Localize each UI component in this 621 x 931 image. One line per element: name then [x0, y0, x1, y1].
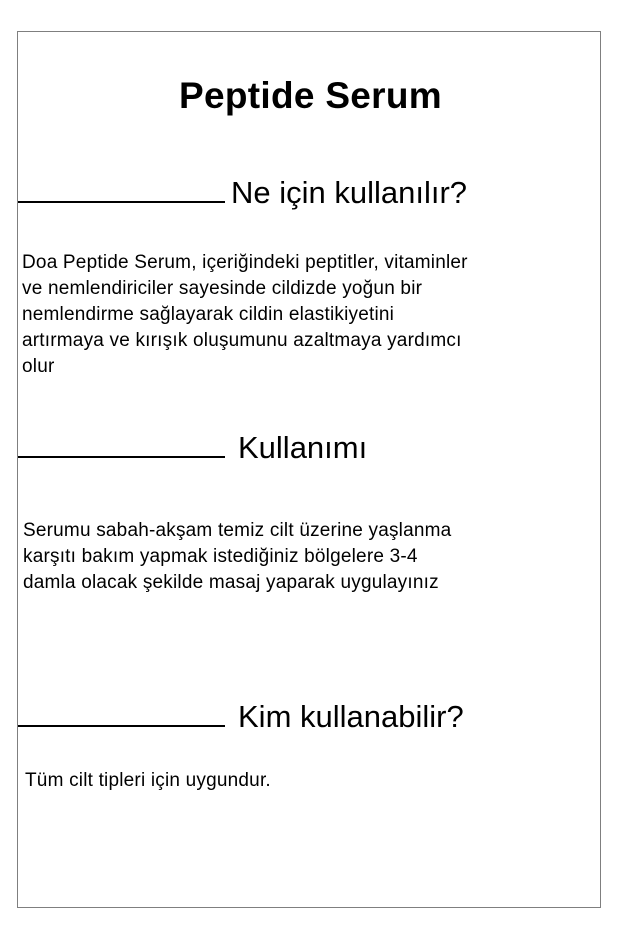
- body-line: nemlendirme sağlayarak cildin elastikiyetini: [22, 304, 395, 325]
- heading-rule-1: [18, 201, 225, 203]
- body-line: damla olacak şekilde masaj yaparak uygulayınız: [23, 572, 439, 593]
- page-title: Peptide Serum: [179, 75, 442, 116]
- body-line: Serumu sabah-akşam temiz cilt üzerine yaşlanma: [23, 520, 452, 541]
- body-line: Doa Peptide Serum, içeriğindeki peptitler, vitaminler: [22, 252, 468, 273]
- body-line: karşıtı bakım yapmak istediğiniz bölgelere 3-4: [23, 546, 418, 567]
- heading-rule-3: [18, 725, 225, 727]
- section-heading-instructions: Kullanımı: [238, 430, 368, 465]
- section-body-usage-purpose: [22, 250, 468, 380]
- body-line: ve nemlendiriciler sayesinde cildizde yoğun bir: [22, 278, 423, 299]
- body-line: Tüm cilt tipleri için uygundur.: [25, 770, 271, 791]
- section-body-instructions: [23, 518, 451, 596]
- heading-rule-2: [18, 456, 225, 458]
- section-heading-who-can-use: Kim kullanabilir?: [238, 699, 464, 734]
- section-body-who-can-use: [25, 768, 271, 794]
- section-heading-usage-purpose: Ne için kullanılır?: [231, 175, 468, 210]
- body-line: artırmaya ve kırışık oluşumunu azaltmaya yardımcı: [22, 330, 462, 351]
- body-line: olur: [22, 356, 55, 377]
